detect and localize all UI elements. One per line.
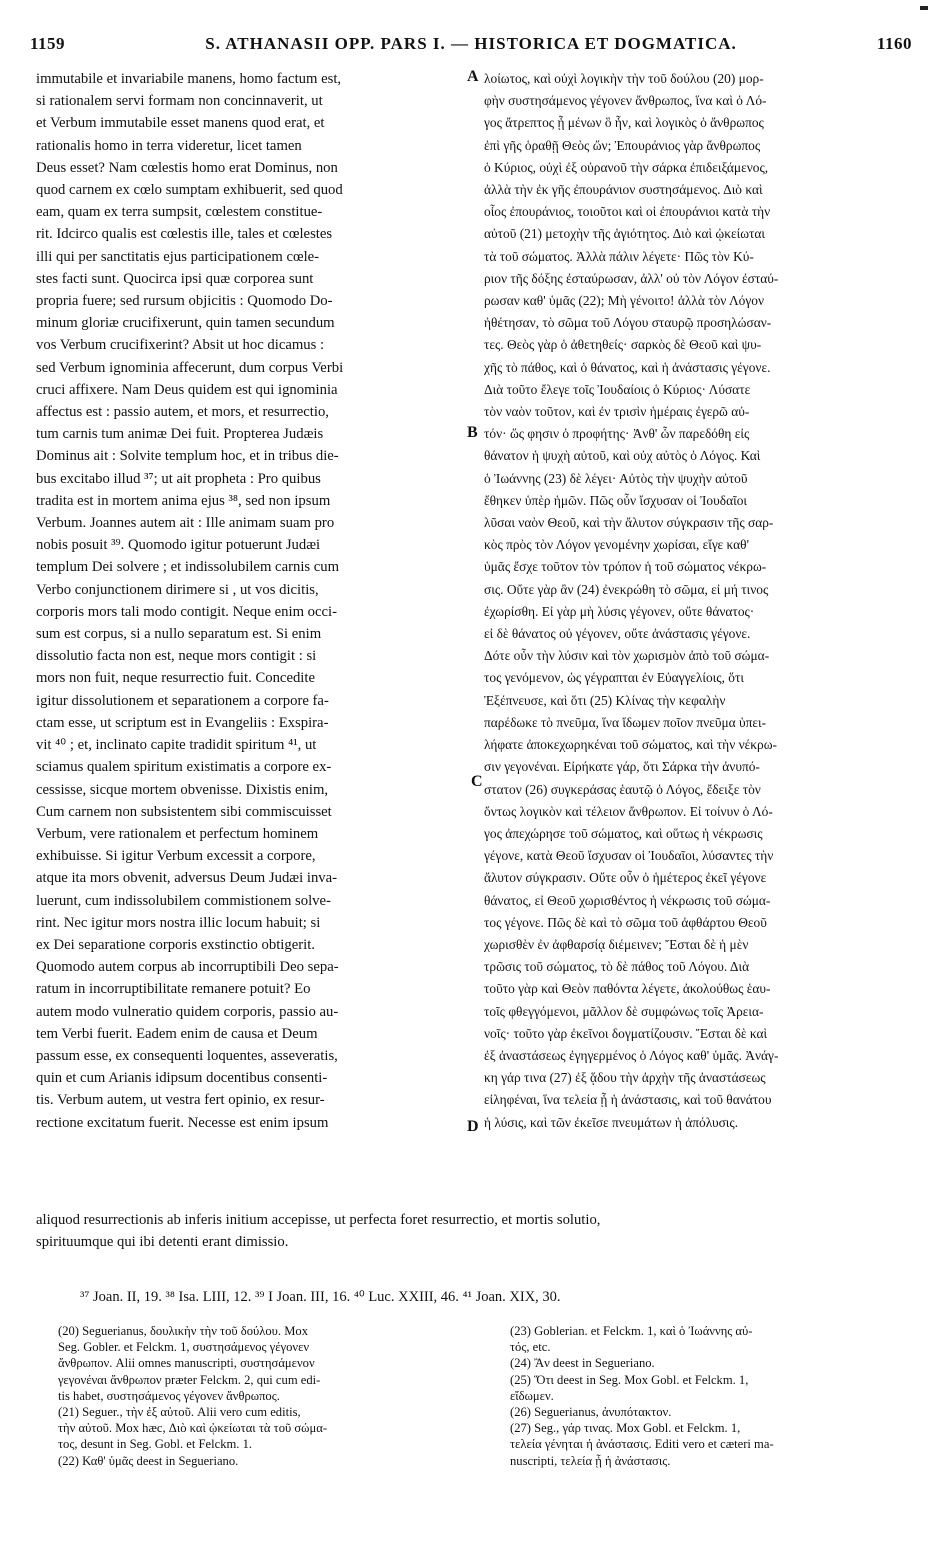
greek-text-line: γος ἀπεχώρησε τοῦ σώματος, καὶ οὕτως ἡ νέκρωσις [484, 825, 763, 841]
greek-text-line: Διὰ τοῦτο ἔλεγε τοῖς Ἰουδαίοις ὁ Κύριος· Λύσατε [484, 381, 751, 397]
latin-text-line: corporis mors tali modo contigit. Neque enim occi- [36, 603, 338, 620]
greek-text-line: αὐτοῦ (21) μετοχὴν τῆς ἁγιότητος. Διὸ καὶ ᾠκείωται [484, 226, 766, 242]
latin-text-line: quin et cum Arianis idipsum docentibus consenti- [36, 1070, 328, 1087]
latin-text-line: Deus esset? Nam cœlestis homo erat Dominus, non [36, 159, 338, 176]
latin-text-line: ctam esse, ut scriptum est in Evangeliis : Exspira- [36, 714, 329, 731]
latin-text-line: tum carnis tum animæ Dei fuit. Propterea Judæis [36, 426, 324, 443]
greek-text-line: Δότε οὖν τὴν λύσιν καὶ τὸν χωρισμὸν ἀπὸ τοῦ σώμα- [484, 648, 770, 664]
latin-text-line: immutabile et invariabile manens, homo factum est, [36, 71, 342, 87]
greek-text-line: λήφατε ἀποκεχωρηκέναι τοῦ σώματος, καὶ τὴν νέκρω- [484, 737, 777, 753]
right-page-number: 1160 [876, 34, 912, 53]
latin-text-line: dissolutio facta non est, neque mors contigit : si [36, 648, 317, 665]
footnote-line: (21) Seguer., τὴν ἐξ αὐτοῦ. Alii vero cum editis, [58, 1405, 301, 1420]
greek-text-line: τρῶσις τοῦ σώματος, τὸ δὲ πάθος τοῦ Λόγου. Διὰ [484, 959, 750, 975]
greek-text-line: τος γέγονε. Πῶς δὲ καὶ τὸ σῶμα τοῦ ἀφθάρτου Θεοῦ [484, 914, 767, 930]
latin-text-line: Verbum. Joannes autem ait : Ille animam suam pro [36, 515, 335, 532]
footnotes-left [58, 1323, 478, 1469]
latin-text-line: si rationalem servi formam non concinnaverit, ut [36, 93, 323, 110]
continuation-line: aliquod resurrectionis ab inferis initium accepisse, ut perfecta foret resurrectio, et mortis solutio, [36, 1212, 601, 1228]
greek-text-line: κὸς πρὸς τὸν Λόγον γενομένην χωρίσαι, εἴγε καθ' [484, 537, 749, 553]
greek-text-line: θάνατον ἡ ψυχὴ αὐτοῦ, καὶ οὐχ αὐτὸς ὁ Λόγος. Καὶ [484, 448, 761, 464]
greek-text-line: οἷος ἐπουράνιος, τοιοῦτοι καὶ οἱ ἐπουράνιοι κατὰ τὴν [484, 204, 771, 220]
latin-text-line: passum esse, ex consequenti loquentes, asseveratis, [36, 1047, 338, 1064]
greek-text-line: τὸν ναὸν τοῦτον, καὶ ἐν τρισὶν ἡμέραις ἐγερῶ αὐ- [484, 404, 750, 420]
greek-text-line: ἐπὶ γῆς ὁραθῇ Θεὸς ὤν; Ἐπουράνιος γὰρ ἄνθρωπος [484, 137, 761, 153]
section-marker-b: B [467, 424, 478, 441]
greek-text-line: ἀλλὰ τὴν ἐκ γῆς ἐπουράνιον συστησάμενος. Διὸ καὶ [484, 182, 763, 198]
latin-text-line: tem Verbi fuerit. Eadem enim de causa et Deum [36, 1025, 318, 1042]
footnote-line: (23) Goblerian. et Felckm. 1, καὶ ὁ Ἰωάννης αὐ- [510, 1324, 753, 1338]
scan-mark [920, 6, 928, 10]
latin-text-line: atque ita mors obvenit, adversus Deum Judæi inva- [36, 870, 338, 887]
running-title: S. ATHANASII OPP. PARS I. — HISTORICA ET DOGMATICA. [205, 34, 737, 53]
greek-text-line: εἰ δὲ θάνατος οὐ γέγονεν, οὔτε ἀνάστασις γέγονε. [484, 626, 751, 642]
running-header [30, 34, 912, 60]
footnote-line: (26) Seguerianus, ἀνυπότακτον. [510, 1405, 672, 1420]
footnote-line: (27) Seg., γάρ τινας. Mox Gobl. et Felckm. 1, [510, 1421, 741, 1436]
latin-text-line: igitur dissolutionem et separationem a corpore fa- [36, 692, 329, 709]
latin-text-line: ratum in incorruptibilitate remanere potuit? Eo [36, 981, 311, 998]
greek-text-line: θάνατος, εἰ Θεοῦ χωρισθέντος ἡ νέκρωσις τοῦ σώμα- [484, 892, 771, 908]
greek-text-line: κη γάρ τινα (27) ἐξ ᾅδου τὴν ἀρχὴν τῆς ἀναστάσεως [484, 1070, 766, 1086]
greek-text-line: ἄλυτον σύγκρασιν. Οὔτε οὖν ὁ ἡμέτερος ἐκεῖ γέγονε [484, 870, 767, 886]
latin-text-line: eam, quam ex terra sumpsit, cœlestem constitue- [36, 204, 323, 221]
latin-text-line: et Verbum immutabile esset manens quod erat, et [36, 115, 325, 132]
latin-text-line: bus excitabo illud ³⁷; ut ait propheta : Pro quibus [36, 470, 321, 487]
continuation-text [36, 1209, 926, 1253]
latin-text-line: sciamus qualem spiritum existimatis a corpore ex- [36, 759, 332, 776]
latin-text-line: Quomodo autem corpus ab incorruptibili Deo sepa- [36, 959, 339, 976]
latin-text-line: rint. Nec igitur mors nostra illic locum habuit; si [36, 914, 321, 931]
greek-column [484, 68, 912, 1134]
latin-column [36, 68, 464, 1134]
greek-text-line: στατον (26) συγκεράσας ἑαυτῷ ὁ Λόγος, ἔδειξε τὸν [484, 781, 761, 797]
greek-text-line: γος ἄτρεπτος ᾖ μένων ὃ ἦν, καὶ λογικὸς ὁ ἄνθρωπος [484, 115, 764, 131]
footnote-line: τὴν αὐτοῦ. Mox hæc, Διὸ καὶ ᾠκείωται τὰ τοῦ σώμα- [58, 1421, 328, 1436]
greek-text-line: τες. Θεὸς γὰρ ὁ ἀθετηθείς· σαρκὸς δὲ Θεοῦ καὶ ψυ- [484, 337, 762, 353]
greek-text-line: ὄντως λογικὸν καὶ τέλειον ἄνθρωπον. Εἰ τοίνυν ὁ Λό- [484, 803, 773, 819]
footnote-line: nuscripti, τελεία ᾖ ἡ ἀνάστασις. [510, 1453, 671, 1468]
latin-text-line: sed Verbum ignominia affecerunt, dum corpus Verbi [36, 359, 344, 376]
footnote-line: (22) Καθ' ὑμᾶς deest in Segueriano. [58, 1453, 239, 1468]
footnote-line: (24) Ἂν deest in Segueriano. [510, 1356, 655, 1371]
greek-text-line: σις. Οὔτε γὰρ ἂν (24) ἐνεκρώθη τὸ σῶμα, εἰ μή τινος [484, 581, 769, 597]
greek-text-line: σιν γεγονέναι. Εἰρήκατε γάρ, ὅτι Σάρκα τὴν ἀνυπό- [484, 759, 760, 775]
latin-text-line: vit ⁴⁰ ; et, inclinato capite tradidit spiritum ⁴¹, ut [36, 737, 317, 754]
greek-text-line: ὁ Κύριος, οὐχὶ ἐξ οὐρανοῦ τὴν σάρκα ἐπιδειξάμενος, [484, 159, 769, 175]
footnote-line: εἴδωμεν. [510, 1388, 554, 1403]
latin-text-line: nobis posuit ³⁹. Quomodo igitur potuerunt Judæi [36, 537, 321, 554]
latin-text-line: sum est corpus, si a nullo separatum est. Si enim [36, 626, 322, 643]
greek-text-line: εἰληφέναι, ἵνα τελεία ᾖ ἡ ἀνάστασις, καὶ τοῦ θανάτου [484, 1092, 772, 1108]
greek-text-line: ἐχωρίσθη. Εἰ γὰρ μὴ λύσις γέγονεν, οὔτε θάνατος· [484, 603, 755, 619]
footnote-line: tis habet, συστησάμενος γέγονεν ἄνθρωπος. [58, 1388, 280, 1403]
footnote-line: γεγονέναι ἄνθρωπον præter Felckm. 2, qui cum edi- [58, 1372, 321, 1387]
greek-text-line: φὴν συστησάμενος γέγονεν ἄνθρωπος, ἵνα καὶ ὁ Λό- [484, 93, 767, 109]
scripture-references: ³⁷ Joan. II, 19. ³⁸ Isa. LIII, 12. ³⁹ I Joan. III, 16. ⁴⁰ Luc. XXIII, 46. ⁴¹ Joan. XIX, 30. [80, 1289, 561, 1305]
latin-text-line: Verbo conjunctionem dirimere si , ut vos dicitis, [36, 581, 319, 598]
greek-text-line: λῦσαι ναὸν Θεοῦ, καὶ τὴν ἄλυτον σύγκρασιν τῆς σαρ- [484, 515, 774, 531]
latin-text-line: affectus est : passio autem, et mors, et resurrectio, [36, 404, 329, 421]
latin-text-line: quod carnem ex cœlo sumptam exhibuerit, sed quod [36, 182, 343, 199]
latin-text-line: Verbum, vere rationalem et perfectum hominem [36, 825, 319, 842]
greek-text-line: ὁ Ἰωάννης (23) δὲ λέγει· Αὐτὸς τὴν ψυχὴν αὐτοῦ [484, 470, 748, 486]
latin-text-line: minum gloriæ crucifixerunt, quin tamen secundum [36, 315, 335, 332]
latin-text-line: mors non fuit, neque resurrectio fuit. Concedite [36, 670, 315, 687]
footnotes-right [510, 1323, 920, 1469]
greek-text-line: τόν· ὥς φησιν ὁ προφήτης· Ἀνθ' ὧν παρεδόθη εἰς [484, 426, 750, 442]
greek-text-line: παρέδωκε τὸ πνεῦμα, ἵνα ἴδωμεν ποῖον πνεῦμα ὑπει- [484, 714, 767, 730]
latin-text-line: rit. Idcirco qualis est cœlestis ille, tales et cœlestes [36, 226, 333, 243]
continuation-line: spirituumque qui ibi detenti erant dimissio. [36, 1234, 289, 1251]
footnote-line: τος, desunt in Seg. Gobl. et Felckm. 1. [58, 1437, 253, 1452]
latin-text-line: stes facti sunt. Quocirca ipsi quæ corporea sunt [36, 270, 314, 287]
greek-text-line: γέγονε, κατὰ Θεοῦ ἴσχυσαν οἱ Ἰουδαῖοι, λύσαντες τὴν [484, 848, 774, 864]
greek-text-line: τοῦτο γὰρ καὶ Θεὸν παθόντα λέγετε, ἀκολούθως ἑαυ- [484, 981, 771, 997]
greek-text-line: ἐξ ἀναστάσεως ἐγηγερμένος ὁ Λόγος καθ' ὑμᾶς. Ἀνάγ- [484, 1047, 779, 1063]
section-marker-c: C [471, 773, 483, 790]
latin-text-line: Cum carnem non subsistentem sibi commiscuisset [36, 803, 332, 820]
latin-text-line: propria fuere; sed rursum objicitis : Quomodo Do- [36, 293, 333, 310]
footnote-line: ἄνθρωπον. Alii omnes manuscripti, συστησάμενον [58, 1356, 315, 1371]
footnote-line: τός, etc. [510, 1340, 551, 1355]
greek-text-line: ρωσαν καθ' ὑμᾶς (22); Μὴ γένοιτο! ἀλλὰ τὸν Λόγον [484, 293, 765, 309]
greek-text-line: Ἐξέπνευσε, καὶ ὅτι (25) Κλίνας τὴν κεφαλὴν [484, 692, 726, 708]
greek-text-line: λοίωτος, καὶ οὐχὶ λογικὴν τὴν τοῦ δούλου (20) μορ- [484, 71, 764, 86]
footnote-line: (20) Seguerianus, δουλικὴν τὴν τοῦ δούλου. Mox [58, 1324, 308, 1338]
latin-text-line: tis. Verbum autem, ut vestra fert opinio, ex resur- [36, 1092, 325, 1109]
latin-text-line: exhibuisse. Si igitur Verbum excessit a corpore, [36, 848, 316, 865]
greek-text-line: νοῖς· τοῦτο γὰρ ἐκεῖνοι δογματίζουσιν. Ἔσται δὲ καὶ [484, 1025, 768, 1041]
greek-text-line: ἔθηκεν ὑπὲρ ἡμῶν. Πῶς οὖν ἴσχυσαν οἱ Ἰουδαῖοι [484, 492, 747, 508]
footnote-line: τελεία γένηται ἡ ἀνάστασις. Editi vero et cæteri ma- [510, 1437, 774, 1452]
greek-text-line: ὑμᾶς ἔσχε τοῦτον τὸν τρόπον ἡ τοῦ σώματος νέκρω- [484, 559, 767, 575]
greek-text-line: ριον τῆς δόξης ἐσταύρωσαν, ἀλλ' οὐ τὸν Λόγον ἐσταύ- [484, 270, 779, 286]
latin-text-line: autem modo vulneratio quidem corporis, passio au- [36, 1003, 339, 1020]
footnote-line: (25) Ὅτι deest in Seg. Mox Gobl. et Felckm. 1, [510, 1372, 749, 1387]
latin-text-line: rationalis homo in terra videretur, licet tamen [36, 137, 302, 154]
greek-text-line: χῆς τὸ πάθος, καὶ ὁ θάνατος, καὶ ἡ ἀνάστασις γέγονε. [484, 359, 771, 375]
latin-text-line: tradita est in mortem anima ejus ³⁸, sed non ipsum [36, 492, 331, 509]
latin-text-line: ex Dei separatione corporis exstinctio obtigerit. [36, 936, 315, 953]
section-marker-a: A [467, 68, 479, 85]
latin-text-line: templum Dei solvere ; et indissolubilem carnis cum [36, 559, 340, 576]
left-page-number: 1159 [30, 34, 66, 53]
footnote-line: Seg. Gobler. et Felckm. 1, συστησάμενος γέγονεν [58, 1340, 310, 1355]
greek-text-line: ἠθέτησαν, τὸ σῶμα τοῦ Λόγου σταυρῷ προσηλώσαν- [484, 315, 772, 331]
latin-text-line: Dominus ait : Solvite templum hoc, et in tribus die- [36, 448, 339, 465]
greek-text-line: τοῖς φθεγγόμενοι, μᾶλλον δὲ συμφώνως τοῖς Ἀρεια- [484, 1003, 764, 1019]
section-marker-d: D [467, 1118, 479, 1135]
latin-text-line: rectione excitatum fuerit. Necesse est enim ipsum [36, 1114, 329, 1131]
latin-text-line: cessisse, sicque mortem obvenisse. Dixistis enim, [36, 781, 329, 798]
greek-text-line: τὰ τοῦ σώματος. Ἀλλὰ πάλιν λέγετε· Πῶς τὸν Κύ- [484, 248, 754, 264]
latin-text-line: luerunt, cum indissolubilem commistionem solve- [36, 892, 331, 909]
latin-text-line: illi qui per sanctitatis ejus participationem cœle- [36, 248, 320, 265]
latin-text-line: cruci affixere. Nam Deus quidem est qui ignominia [36, 381, 338, 398]
greek-text-line: τος γενόμενον, ὡς γέγραπται ἐν Εὐαγγελίοις, ὅτι [484, 670, 744, 686]
latin-text-line: vos Verbum crucifixerint? Absit ut hoc dicamus : [36, 337, 325, 354]
greek-text-line: ἡ λύσις, καὶ τῶν ἐκεῖσε πνευμάτων ἡ ἀπόλυσις. [484, 1114, 739, 1130]
greek-text-line: χωρισθὲν ἐν ἀφθαρσίᾳ διέμεινεν; Ἔσται δὲ ἡ μὲν [484, 936, 749, 952]
